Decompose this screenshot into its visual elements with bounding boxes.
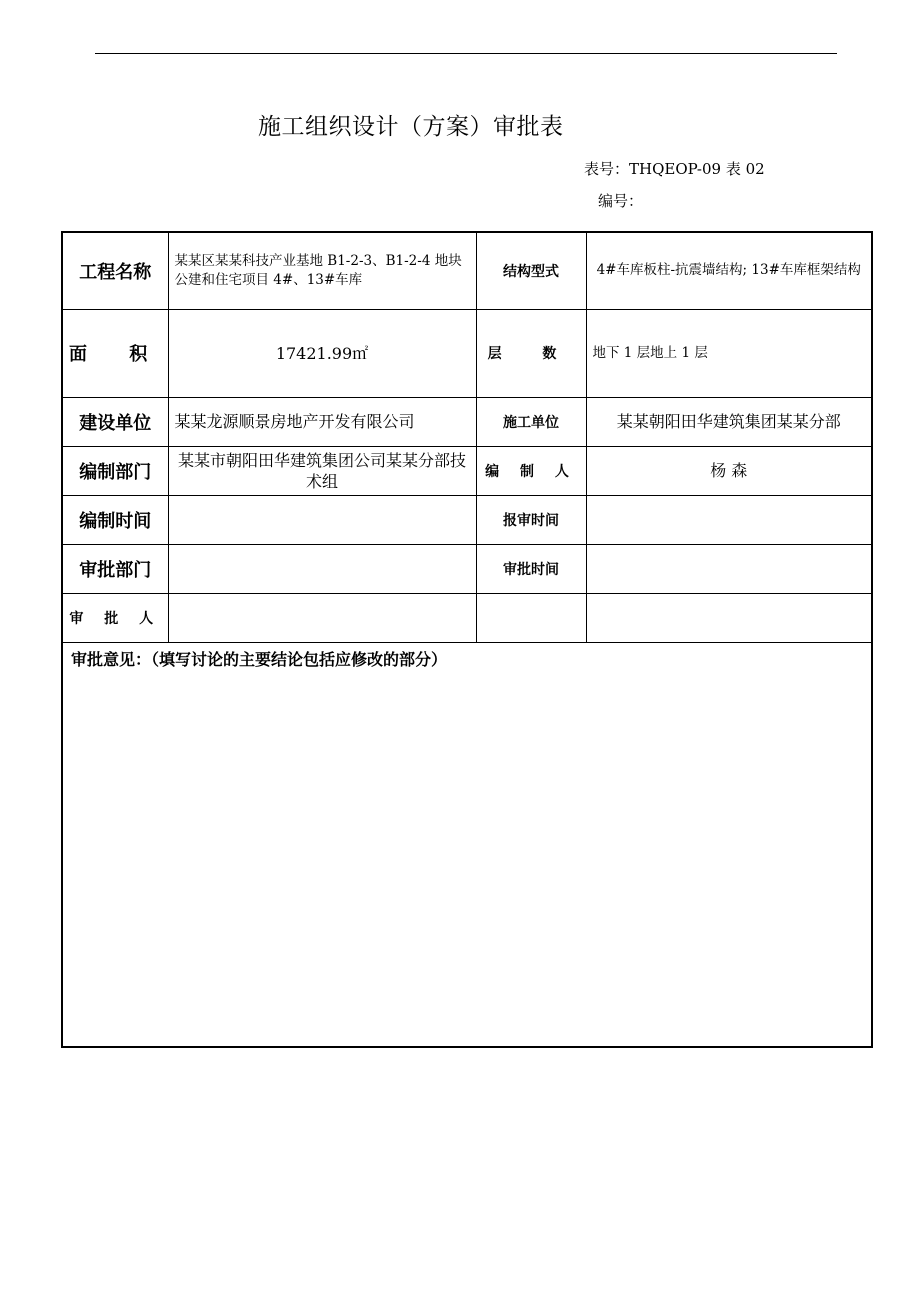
submit-time-value[interactable] — [586, 495, 872, 544]
table-row — [62, 232, 872, 309]
structure-type-value: 4#车库板柱-抗震墙结构; 13#车库框架结构 — [586, 232, 872, 309]
compiling-dept-value: 某某市朝阳田华建筑集团公司某某分部技术组 — [168, 446, 476, 495]
floors-label-text: 层 数 — [487, 346, 575, 362]
contractor-value: 某某朝阳田华建筑集团某某分部 — [586, 397, 872, 446]
structure-type-label: 结构型式 — [476, 232, 586, 309]
project-name-label: 工程名称 — [62, 232, 168, 309]
approval-dept-label: 审批部门 — [62, 544, 168, 593]
developer-value: 某某龙源顺景房地产开发有限公司 — [168, 397, 476, 446]
floors-value: 地下 1 层地上 1 层 — [586, 309, 872, 397]
table-row — [62, 642, 872, 1047]
table-row — [62, 397, 872, 446]
contractor-label: 施工单位 — [476, 397, 586, 446]
compiler-label — [476, 446, 586, 495]
empty-cell — [586, 593, 872, 642]
approver-label-text: 审 批 人 — [69, 610, 162, 627]
table-row — [62, 309, 872, 397]
approver-value[interactable] — [168, 593, 476, 642]
area-value: 17421.99㎡ — [168, 309, 476, 397]
form-number: 表号：THQEOP-09 表 02 — [584, 160, 765, 178]
compiler-label-text: 编 制 人 — [485, 463, 577, 480]
approval-table — [61, 231, 873, 1048]
top-rule — [95, 53, 837, 54]
approver-label — [62, 593, 168, 642]
approval-opinion-cell[interactable] — [62, 642, 872, 1047]
table-row — [62, 495, 872, 544]
area-label — [62, 309, 168, 397]
empty-cell — [476, 593, 586, 642]
floors-label — [476, 309, 586, 397]
approval-dept-value[interactable] — [168, 544, 476, 593]
developer-label: 建设单位 — [62, 397, 168, 446]
compiler-value: 杨 森 — [586, 446, 872, 495]
approval-opinion-label: 审批意见：（填写讨论的主要结论包括应修改的部分） — [71, 649, 448, 669]
table-row — [62, 544, 872, 593]
serial-number-label: 编号： — [598, 192, 644, 210]
compile-time-value[interactable] — [168, 495, 476, 544]
approval-time-label: 审批时间 — [476, 544, 586, 593]
area-label-text: 面 积 — [69, 344, 166, 365]
table-row — [62, 593, 872, 642]
approval-time-value[interactable] — [586, 544, 872, 593]
compile-time-label: 编制时间 — [62, 495, 168, 544]
submit-time-label: 报审时间 — [476, 495, 586, 544]
project-name-value: 某某区某某科技产业基地 B1-2-3、B1-2-4 地块公建和住宅项目 4#、13#车库 — [168, 232, 476, 309]
compiling-dept-label: 编制部门 — [62, 446, 168, 495]
document-title: 施工组织设计（方案）审批表 — [258, 114, 564, 140]
table-row — [62, 446, 872, 495]
